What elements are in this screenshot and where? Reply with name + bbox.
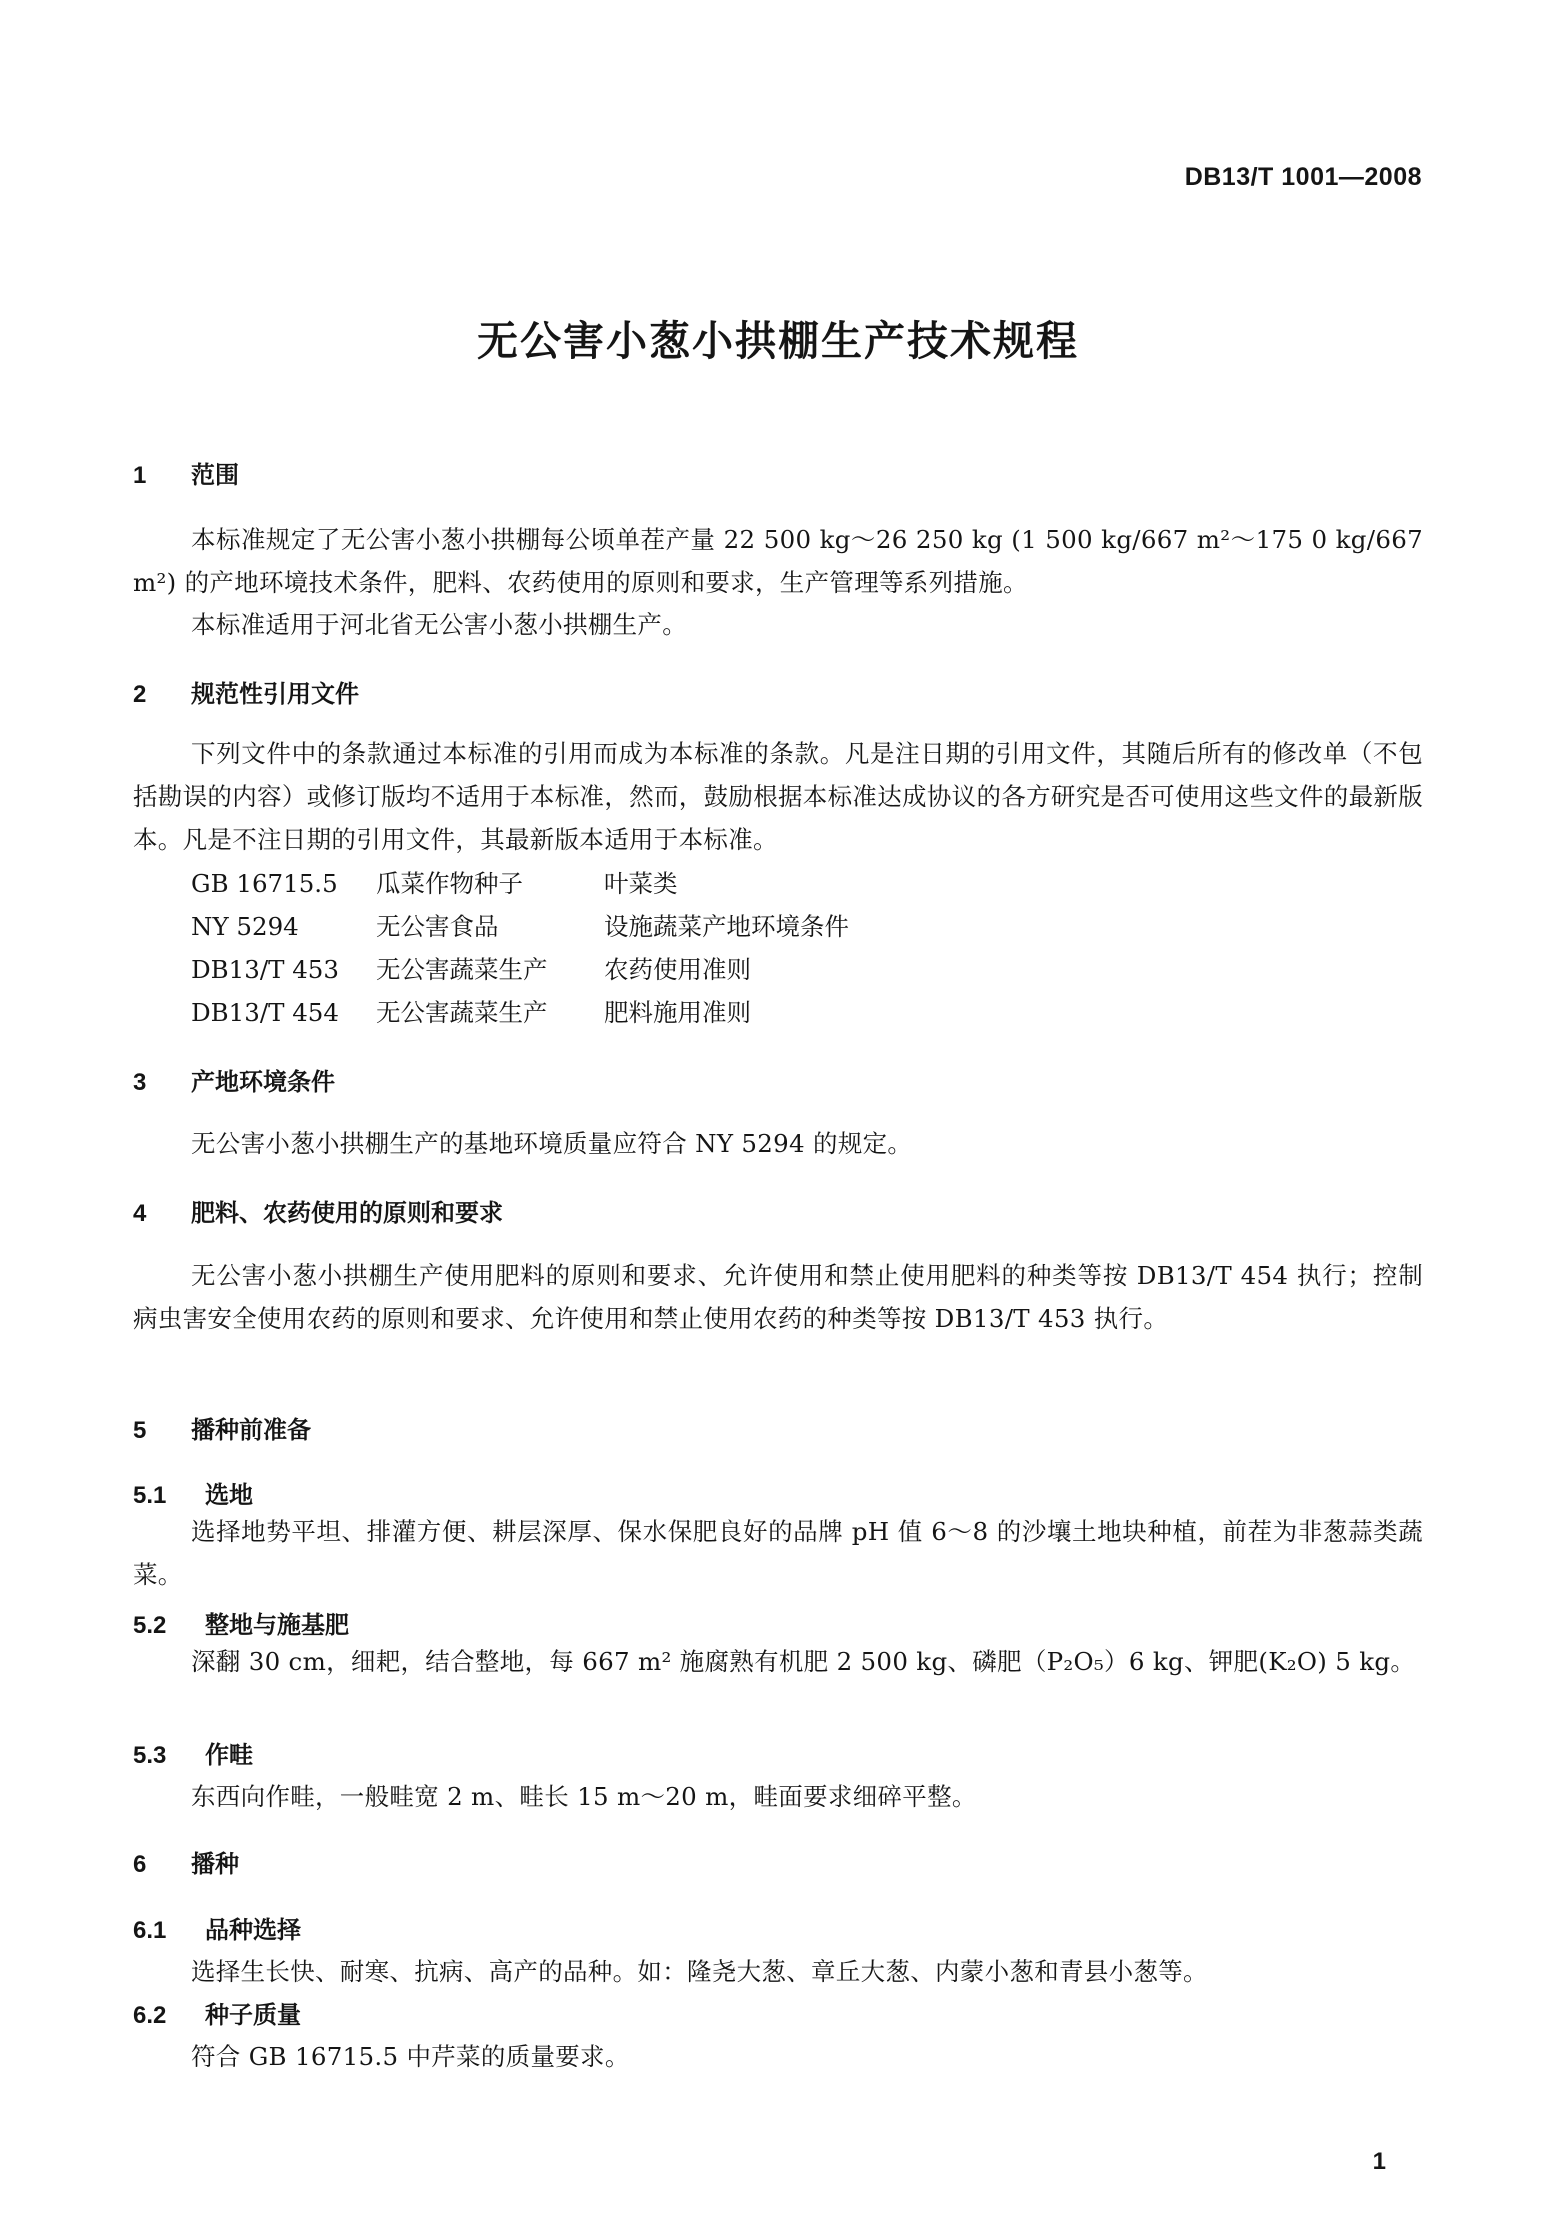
section-number: 5.1 (133, 1482, 167, 1509)
section-title: 范围 (191, 461, 239, 489)
reference-code: DB13/T 454 (191, 998, 339, 1027)
section-3-paragraph-1: 无公害小葱小拱棚生产的基地环境质量应符合 NY 5294 的规定。 (191, 1129, 913, 1158)
reference-title-2: 叶菜类 (604, 869, 678, 898)
reference-title-2: 设施蔬菜产地环境条件 (604, 912, 849, 941)
section-number: 3 (133, 1069, 147, 1096)
section-6-heading (133, 1844, 239, 1879)
section-title: 作畦 (205, 1741, 253, 1769)
reference-code: GB 16715.5 (191, 869, 338, 898)
section-title: 规范性引用文件 (191, 680, 359, 708)
section-number: 5 (133, 1417, 147, 1444)
section-title: 品种选择 (205, 1916, 301, 1944)
section-title: 选地 (205, 1481, 253, 1509)
section-number: 1 (133, 462, 147, 489)
section-5-2-heading (133, 1605, 349, 1640)
section-6-2-paragraph: 符合 GB 16715.5 中芹菜的质量要求。 (191, 2042, 630, 2071)
reference-item (191, 994, 751, 1029)
section-1-paragraph-1: 本标准规定了无公害小葱小拱棚每公顷单茬产量 22 500 kg～26 250 kg (1 500 kg/667 m²～175 0 kg/667 m²) 的产地环境技术条件，肥料、农药使用的原则和要求，生产管理等系列措施。 (133, 525, 1423, 597)
section-title: 播种 (191, 1850, 239, 1878)
section-5-3-heading (133, 1735, 253, 1770)
section-number: 6.1 (133, 1917, 167, 1944)
section-5-2-paragraph: 深翻 30 cm，细耙，结合整地，每 667 m² 施腐熟有机肥 2 500 kg、磷肥（P₂O₅）6 kg、钾肥(K₂O) 5 kg。 (191, 1647, 1416, 1676)
reference-code: DB13/T 453 (191, 955, 339, 984)
section-title: 整地与施基肥 (205, 1611, 349, 1639)
section-6-1-heading (133, 1910, 301, 1945)
section-title: 种子质量 (205, 2001, 301, 2029)
reference-code: NY 5294 (191, 912, 299, 941)
reference-item (191, 951, 751, 986)
section-number: 6 (133, 1851, 147, 1878)
reference-title-2: 肥料施用准则 (604, 998, 751, 1027)
reference-title-1: 瓜菜作物种子 (376, 869, 523, 898)
reference-title-2: 农药使用准则 (604, 955, 751, 984)
section-number: 2 (133, 681, 147, 708)
section-number: 4 (133, 1200, 147, 1227)
section-5-1-paragraph: 选择地势平坦、排灌方便、耕层深厚、保水保肥良好的品牌 pH 值 6～8 的沙壤土地块种植，前茬为非葱蒜类蔬菜。 (133, 1517, 1423, 1589)
section-number: 5.2 (133, 1612, 167, 1639)
section-title: 肥料、农药使用的原则和要求 (191, 1199, 503, 1227)
reference-title-1: 无公害食品 (376, 912, 499, 941)
reference-title-1: 无公害蔬菜生产 (376, 998, 548, 1027)
section-2-paragraph-1: 下列文件中的条款通过本标准的引用而成为本标准的条款。凡是注日期的引用文件，其随后所有的修改单（不包括勘误的内容）或修订版均不适用于本标准，然而，鼓励根据本标准达成协议的各方研究是否可使用这些文件的最新版本。凡是不注日期的引用文件，其最新版本适用于本标准。 (133, 739, 1423, 854)
page-number: 1 (1372, 2148, 1386, 2175)
section-4-paragraph-1: 无公害小葱小拱棚生产使用肥料的原则和要求、允许使用和禁止使用肥料的种类等按 DB13/T 454 执行；控制病虫害安全使用农药的原则和要求、允许使用和禁止使用农药的种类等按 DB13/T 453 执行。 (133, 1261, 1423, 1333)
section-3-heading (133, 1062, 335, 1097)
section-title: 产地环境条件 (191, 1068, 335, 1096)
section-6-2-heading (133, 1995, 301, 2030)
section-4-heading (133, 1193, 503, 1228)
section-5-heading (133, 1410, 311, 1445)
section-6-1-paragraph: 选择生长快、耐寒、抗病、高产的品种。如：隆尧大葱、章丘大葱、内蒙小葱和青县小葱等。 (191, 1957, 1208, 1986)
section-1-heading (133, 455, 239, 490)
section-5-1-heading (133, 1475, 253, 1510)
section-5-3-paragraph: 东西向作畦，一般畦宽 2 m、畦长 15 m～20 m，畦面要求细碎平整。 (191, 1782, 977, 1811)
section-number: 5.3 (133, 1742, 167, 1769)
section-number: 6.2 (133, 2002, 167, 2029)
document-title: 无公害小葱小拱棚生产技术规程 (477, 317, 1079, 365)
standard-code: DB13/T 1001—2008 (1184, 163, 1422, 191)
section-1-paragraph-2: 本标准适用于河北省无公害小葱小拱棚生产。 (191, 610, 687, 639)
section-2-heading (133, 674, 359, 709)
reference-title-1: 无公害蔬菜生产 (376, 955, 548, 984)
reference-item (191, 908, 849, 943)
reference-item (191, 865, 678, 900)
section-title: 播种前准备 (191, 1416, 311, 1444)
